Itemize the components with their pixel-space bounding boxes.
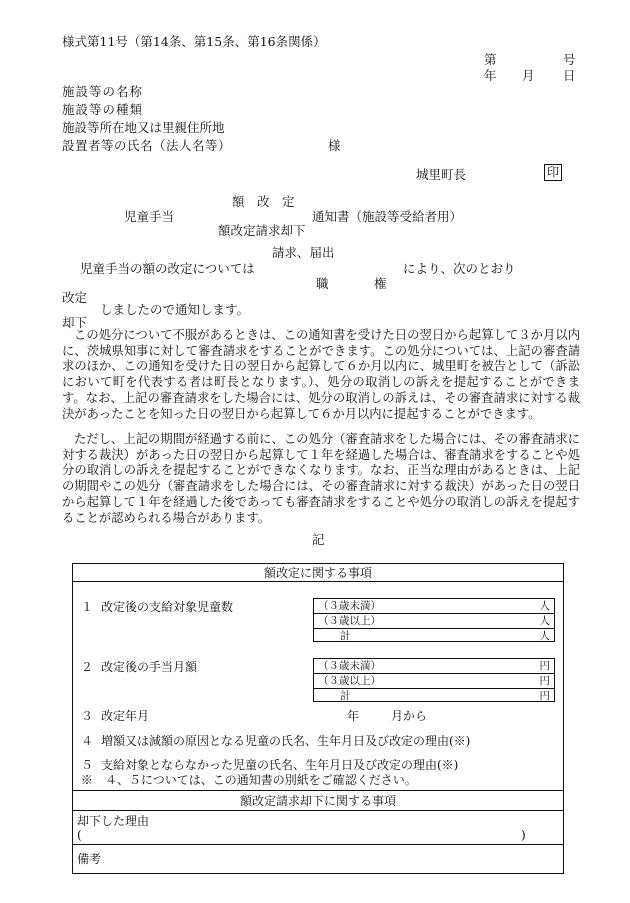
- title-option-rejection: 額改定請求却下: [218, 223, 306, 238]
- item1-label: 改定後の支給対象児童数: [101, 600, 234, 614]
- row-label: 計: [340, 690, 351, 702]
- table-note: ※ ４、５については、この通知書の別紙をご確認ください。: [81, 773, 417, 787]
- row-unit: 円: [539, 690, 550, 702]
- row-label: （３歳以上）: [318, 675, 381, 687]
- notice-result-revision: 改定: [62, 290, 88, 305]
- row-unit: 円: [539, 675, 550, 687]
- item2-label: 改定後の手当月額: [101, 660, 198, 674]
- row-unit: 人: [539, 600, 550, 612]
- notice-option-ex-officio-2: 権: [374, 276, 387, 291]
- row-label: 計: [340, 630, 351, 642]
- item5-label: 支給対象とならなかった児童の氏名、生年月日及び改定の理由(※): [101, 758, 459, 772]
- divider: [73, 844, 563, 845]
- notice-intro: 児童手当の額の改定については: [80, 261, 255, 276]
- item1-number: １: [81, 600, 94, 614]
- doc-number-prefix: 第: [484, 52, 497, 67]
- notice-result-text: しましたので通知します。: [100, 302, 250, 317]
- child-count-row: [314, 614, 554, 629]
- section2-title: 額改定請求却下に関する事項: [239, 794, 396, 808]
- child-count-row: [314, 629, 554, 643]
- monthly-amount-row: [314, 674, 554, 689]
- details-table: [72, 563, 564, 874]
- appeal-paragraph-2: ただし、上記の期間が経過する前に、この処分（審査請求をした場合には、その審査請求に対する裁決）があった日の翌日から起算して１年を経過した場合は、審査請求をすることや処分の取消しの訴えを提起することができなくなります。なお、正当な理由があるときは、上記の期間やこの処分（審査請求をした場合には、その審査請求に対する裁決）があった日の翌日から起算して１年を経過した後であっても審査請求をすることや処分の取消しの訴えを提起することが認められる場合があります。: [62, 432, 580, 525]
- item3-year: 年: [347, 709, 360, 723]
- monthly-amount-row: [314, 659, 554, 674]
- item3-month: 月から: [391, 709, 428, 723]
- child-count-box: [313, 598, 555, 642]
- row-label: （３歳以上）: [318, 615, 381, 627]
- divider: [73, 810, 563, 811]
- divider: [73, 790, 563, 791]
- facility-name-label: 施設等の名称: [62, 84, 144, 99]
- seal-mark: 印: [544, 164, 562, 181]
- row-label: （３歳未満）: [318, 600, 381, 612]
- row-label: （３歳未満）: [318, 660, 381, 672]
- facility-type-label: 施設等の種類: [62, 102, 144, 117]
- rejection-reason-close-paren: ): [521, 828, 526, 842]
- title-suffix: 通知書（施設等受給者用）: [312, 209, 463, 224]
- appeal-paragraph-1: この処分について不服があるときは、この通知書を受けた日の翌日から起算して３か月以内に、茨城県知事に対して審査請求をすることができます。この処分については、上記の審査請求のほか、この通知を受けた日の翌日から起算して６か月以内に、城里町を被告として（訴訟において町を代表する者は町長となります。）、処分の取消しの訴えを提起することができます。なお、上記の審査請求をした場合には、処分の取消しの訴えは、その審査請求に対する裁決があったことを知った日の翌日から起算して６か月以内に提起することができます。: [62, 328, 580, 421]
- doc-number-suffix: 号: [563, 52, 576, 67]
- section1-title: 額改定に関する事項: [263, 566, 372, 580]
- notice-option-ex-officio-1: 職: [316, 276, 329, 291]
- item3-label: 改定年月: [101, 709, 150, 723]
- item4-label: 増額又は減額の原因となる児童の氏名、生年月日及び改定の理由(※): [101, 734, 471, 748]
- notice-connector: により、次のとおり: [403, 261, 516, 276]
- item2-number: ２: [81, 660, 94, 674]
- child-count-row: [314, 599, 554, 614]
- ki-mark: 記: [312, 532, 325, 547]
- remarks-label: 備考: [77, 852, 102, 866]
- date-month: 月: [522, 68, 535, 83]
- sender-title: 城里町長: [416, 167, 467, 182]
- founder-name-label: 設置者等の氏名（法人名等）: [62, 138, 232, 153]
- item3-number: ３: [81, 709, 94, 723]
- title-prefix: 児童手当: [124, 209, 175, 224]
- monthly-amount-row: [314, 689, 554, 703]
- monthly-amount-box: [313, 658, 555, 702]
- date-day: 日: [563, 68, 576, 83]
- item4-number: ４: [81, 734, 94, 748]
- divider: [73, 581, 563, 582]
- notice-option-request: 請求、届出: [272, 245, 335, 260]
- row-unit: 円: [539, 660, 550, 672]
- notice-result-rejection: 却下: [62, 315, 88, 330]
- row-unit: 人: [539, 615, 550, 627]
- facility-address-label: 施設等所在地又は里親住所地: [62, 120, 225, 135]
- date-year: 年: [484, 68, 497, 83]
- title-option-revision: 額 改 定: [232, 194, 295, 209]
- rejection-reason-label: 却下した理由: [77, 814, 150, 828]
- honorific: 様: [328, 138, 341, 153]
- item5-number: ５: [81, 758, 94, 772]
- rejection-reason-open-paren: (: [77, 828, 82, 842]
- form-label: 様式第11号（第14条、第15条、第16条関係）: [62, 34, 326, 49]
- row-unit: 人: [539, 630, 550, 642]
